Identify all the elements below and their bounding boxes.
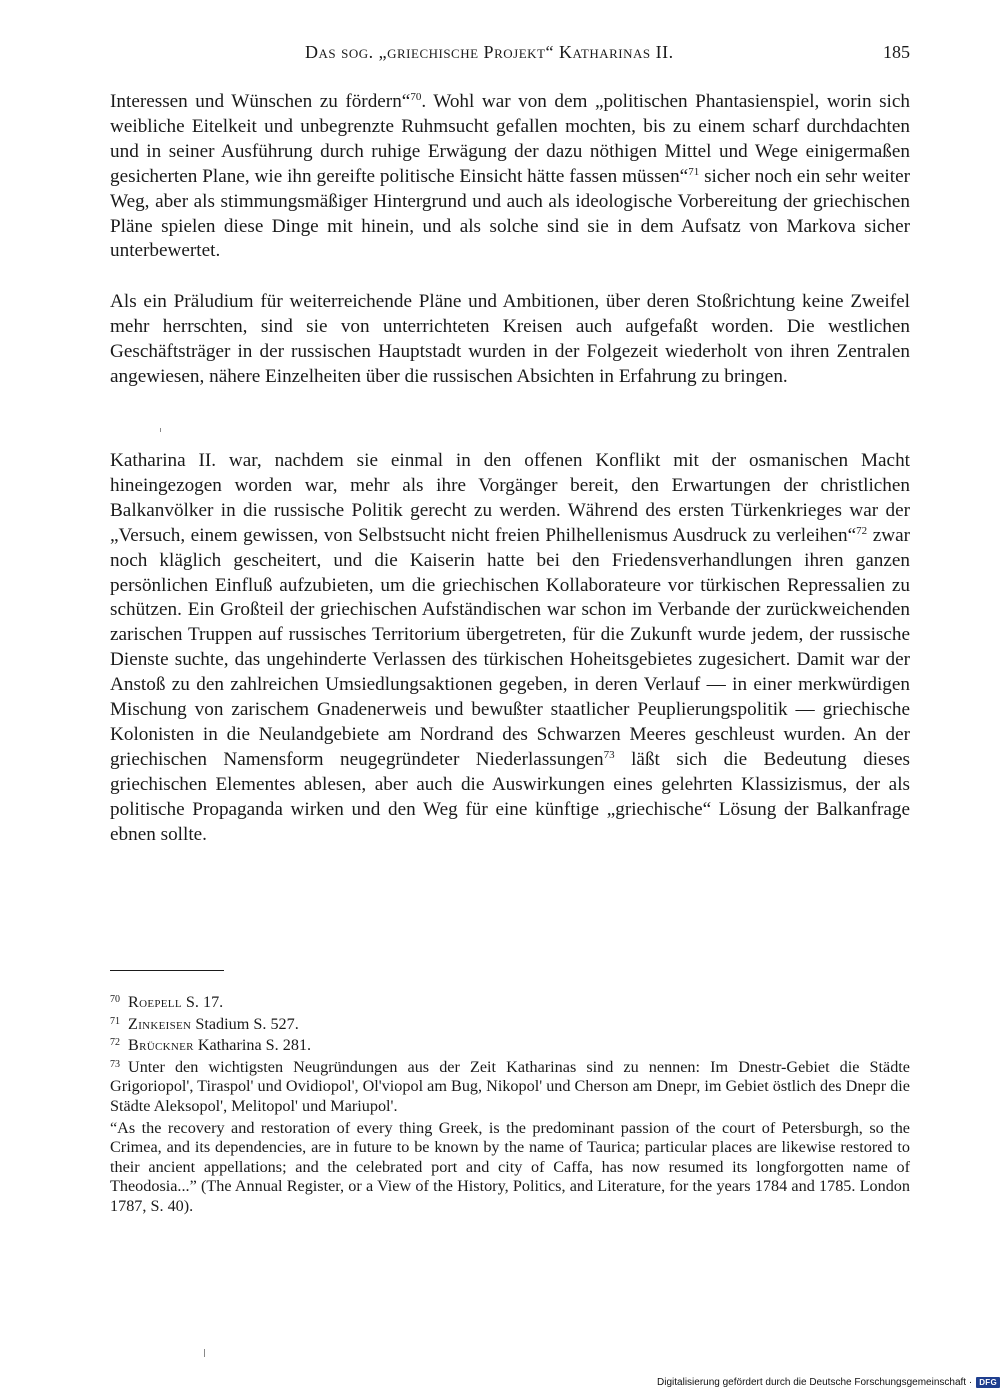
body-paragraph-3 (110, 449, 910, 848)
body-paragraph-2: Als ein Präludium für weiterreichende Pläne und Ambitionen, über deren Stoßrichtung keine Zweifel mehr herrschten, sind sie von unterrichteten Kreisen auch aufgefaßt worden. Die westlichen Geschäftsträger in der russischen Hauptstadt wurden in der Folgezeit wiederholt von ihren Zentralen angewiesen, nähere Einzelheiten über die russischen Absichten in Erfahrung zu bringen. (110, 291, 910, 387)
footnote-author: Brückner (128, 1036, 194, 1055)
digitization-credit (608, 1374, 1000, 1390)
footnote-number: 72 (110, 1037, 120, 1049)
footnote-72 (110, 1036, 910, 1056)
credit-text: Digitalisierung gefördert durch die Deutsche Forschungsgemeinschaft · (657, 1376, 973, 1388)
page-header (110, 40, 910, 70)
footnote-71 (110, 1015, 910, 1035)
footnote-author: Zinkeisen (128, 1014, 192, 1033)
footnote-separator (110, 970, 224, 971)
footnote-text: S. 17. (181, 993, 224, 1011)
dfg-logo: DFG (976, 1377, 1000, 1388)
scan-artifact (160, 428, 161, 432)
footnote-73-quote: “As the recovery and restoration of every thing Greek, is the predominant passion of the court of Petersburgh, so the Crimea, and its dependencies, are in future to be known by the name of Taurica; particular places are likewise restored to their ancient appellations; and the celebrated port and city of Caffa, has now resumed its longforgotten name of Theodosia...” (The Annual Register, or a View of the History, Politics, and Literature, for the years 1784 and 1785. London 1787, S. 40). (110, 1118, 910, 1215)
footnotes (110, 993, 910, 1217)
footnote-73 (110, 1058, 910, 1117)
text-run: Interessen und Wünschen zu fördern“ (110, 91, 411, 112)
footnote-text: Unter den wichtigsten Neugründungen aus der Zeit Katharinas sind zu nennen: Im Dnestr-Gebiet die Städte Grigoriopol', Tiraspol' und Ovidiopol', Ol'viopol am Bug, Nikopol' und Cherson am Dnepr, im Gebiet östlich des Dnepr die Städte Aleksopol', Melitopol' und Mariupol'. (110, 1057, 910, 1115)
text-run: . Wohl war von dem „politischen Phantasienspiel, worin sich weibliche Eitelkeit und unbegrenzte Ruhmsucht gefallen mochten, bis zu einem scharf durchdachten und in seiner Ausführung durch ruhige Erwägung der dazu nöthigen Mittel und Wege einigermaßen gesicherten Plane, wie ihn gereifte politische Einsicht hätte fassen müssen“ (110, 91, 910, 187)
scan-artifact (204, 1349, 205, 1357)
page-number: 185 (883, 42, 910, 62)
footnote-author: Roepell (128, 993, 182, 1011)
footnote-text: Stadium S. 527. (191, 1014, 299, 1033)
text-run: zwar noch kläglich gescheitert, und die Kaiserin hatte bei den Friedensverhandlungen ihren ganzen persönlichen Einfluß aufzubieten, um die griechischen Kollaborateure vor türkischen Repressalien zu schützen. Ein Großteil der griechischen Aufständischen war schon im Verbande der zurückweichenden zarischen Truppen auf russisches Territorium übergetreten, für die Zukunft wurde jedem, der russische Dienste suchte, das ungehinderte Verlassen des türkischen Hoheitsgebietes zugesichert. Damit war der Anstoß zu den zahlreichen Umsiedlungsaktionen gegeben, in deren Verlauf — in einer merkwürdigen Mischung von zarischem Gnadenerweis und bewußter staatlicher Peuplierungspolitik — griechische Kolonisten in die Neulandgebiete am Nordrand des Schwarzen Meeres geschleust wurden. An der griechischen Namensform neugegründeter Niederlassungen (110, 524, 910, 770)
text-run: läßt sich die Bedeutung dieses griechischen Elementes ablesen, aber auch die Auswirkungen eines gelehrten Klassizismus, der als politische Propaganda wirken und den Weg für eine künftige „griechische“ Lösung der Balkanfrage ebnen sollte. (110, 748, 910, 845)
footnote-number: 70 (110, 994, 120, 1005)
text-run: sicher noch ein sehr weiter Weg, aber als stimmungsmäßiger Hintergrund und auch als ideologische Vorbereitung der griechischen Pläne spielen diese Dinge mit hinein, und als solche sind sie in dem Aufsatz von Markova sicher unterbewertet. (110, 165, 910, 262)
running-title: Das sog. „griechische Projekt“ Katharinas II. (305, 42, 674, 62)
footnote-number: 71 (110, 1015, 120, 1027)
body-paragraph-1 (110, 90, 910, 264)
footnote-ref-70: 70 (410, 91, 422, 103)
text-run: Katharina II. war, nachdem sie einmal in den offenen Konflikt mit der osmanischen Macht hineingezogen worden war, mehr als ihre Vorgänger bereit, den Erwartungen der christlichen Balkanvölker in die russische Politik gerecht zu werden. Während des ersten Türkenkrieges war der „Versuch, einem gewissen, von Selbstsucht nicht freien Philhellenismus Ausdruck zu verleihen“ (110, 450, 910, 546)
footnote-number: 73 (110, 1058, 120, 1070)
footnote-ref-72: 72 (856, 524, 868, 537)
footnote-text: Katharina S. 281. (193, 1036, 312, 1055)
footnote-ref-71: 71 (688, 165, 700, 178)
footnote-70 (110, 993, 910, 1013)
footnote-ref-73: 73 (603, 748, 615, 761)
